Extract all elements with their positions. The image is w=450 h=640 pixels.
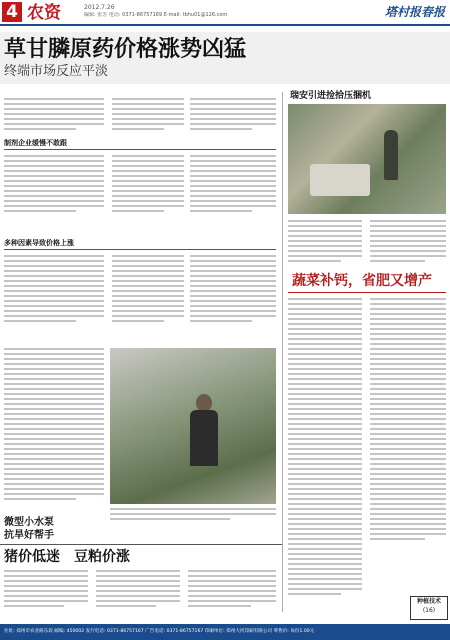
footer-bar <box>0 624 450 640</box>
red-story-col1 <box>288 298 362 598</box>
side-story-line-1: 微型小水泵 <box>4 517 54 528</box>
lead-headline: 草甘膦原药价格涨势凶猛 <box>4 36 247 62</box>
header-rule <box>0 24 450 26</box>
lead-intro-col3 <box>190 98 276 133</box>
lead-headline-block <box>0 32 450 84</box>
photo-caption-title: 瑞安引进捡拾压捆机 <box>290 91 372 101</box>
side-story-line-2: 抗旱好帮手 <box>4 530 54 541</box>
s1-col1 <box>4 155 104 215</box>
tech-badge-number: (16) <box>422 607 436 614</box>
subsection-heading-2: 多种因素导致价格上涨 <box>4 239 74 247</box>
tech-badge-label: 种植技术 <box>416 598 441 605</box>
subsection-rule-2 <box>4 249 276 250</box>
subsection-heading-1: 制剂企业缓慢不敢跟 <box>4 139 67 147</box>
editor-line: 编辑: 张芳 电话: 0371-86757169 E-mail: tbhu01@126.com <box>84 12 228 18</box>
bottom-col1 <box>4 570 88 610</box>
s2-col1 <box>4 255 104 325</box>
s1-col3 <box>190 155 276 215</box>
page-header <box>0 0 450 26</box>
tech-badge <box>410 596 448 620</box>
left-col-lower <box>4 348 104 503</box>
bottom-story-headline: 猪价低迷 豆粕价涨 <box>4 549 130 565</box>
photo-story-col2 <box>370 220 446 265</box>
s2-col3 <box>190 255 276 325</box>
s1-col2 <box>112 155 184 215</box>
footer-text: 社址: 郑州市农业路东段 邮编: 450002 发行电话: 0371-86757167 广告电话: 0371-86757167 印刷单位: 郑州大河印刷有限公司 零售价: 每份1.00元 <box>4 629 315 634</box>
paper-name: 塔村报春报 <box>384 5 445 19</box>
photo-man-caption <box>110 508 276 523</box>
date-line: 2012.7.26 <box>84 4 115 11</box>
lead-intro-col1 <box>4 98 104 133</box>
s2-col2 <box>112 255 184 325</box>
column-divider <box>282 92 283 612</box>
lead-intro-col2 <box>112 98 184 133</box>
red-story-col2 <box>370 298 446 543</box>
bottom-story-rule <box>0 544 282 545</box>
photo-man-field <box>110 348 276 504</box>
photo-story-col1 <box>288 220 362 265</box>
bottom-col2 <box>96 570 180 610</box>
photo-machine <box>310 164 370 196</box>
page-number: 4 <box>6 2 18 22</box>
subsection-rule-1 <box>4 149 276 150</box>
red-story-headline: 蔬菜补钙，省肥又增产 <box>292 273 432 289</box>
photo-person-body <box>190 410 218 466</box>
lead-subheadline: 终端市场反应平淡 <box>4 64 109 79</box>
photo-harvester <box>288 104 446 214</box>
photo-figure <box>384 130 398 180</box>
bottom-col3 <box>188 570 276 610</box>
side-story-headline <box>4 516 104 542</box>
red-story-rule <box>288 292 446 293</box>
section-title: 农资 <box>27 3 61 23</box>
